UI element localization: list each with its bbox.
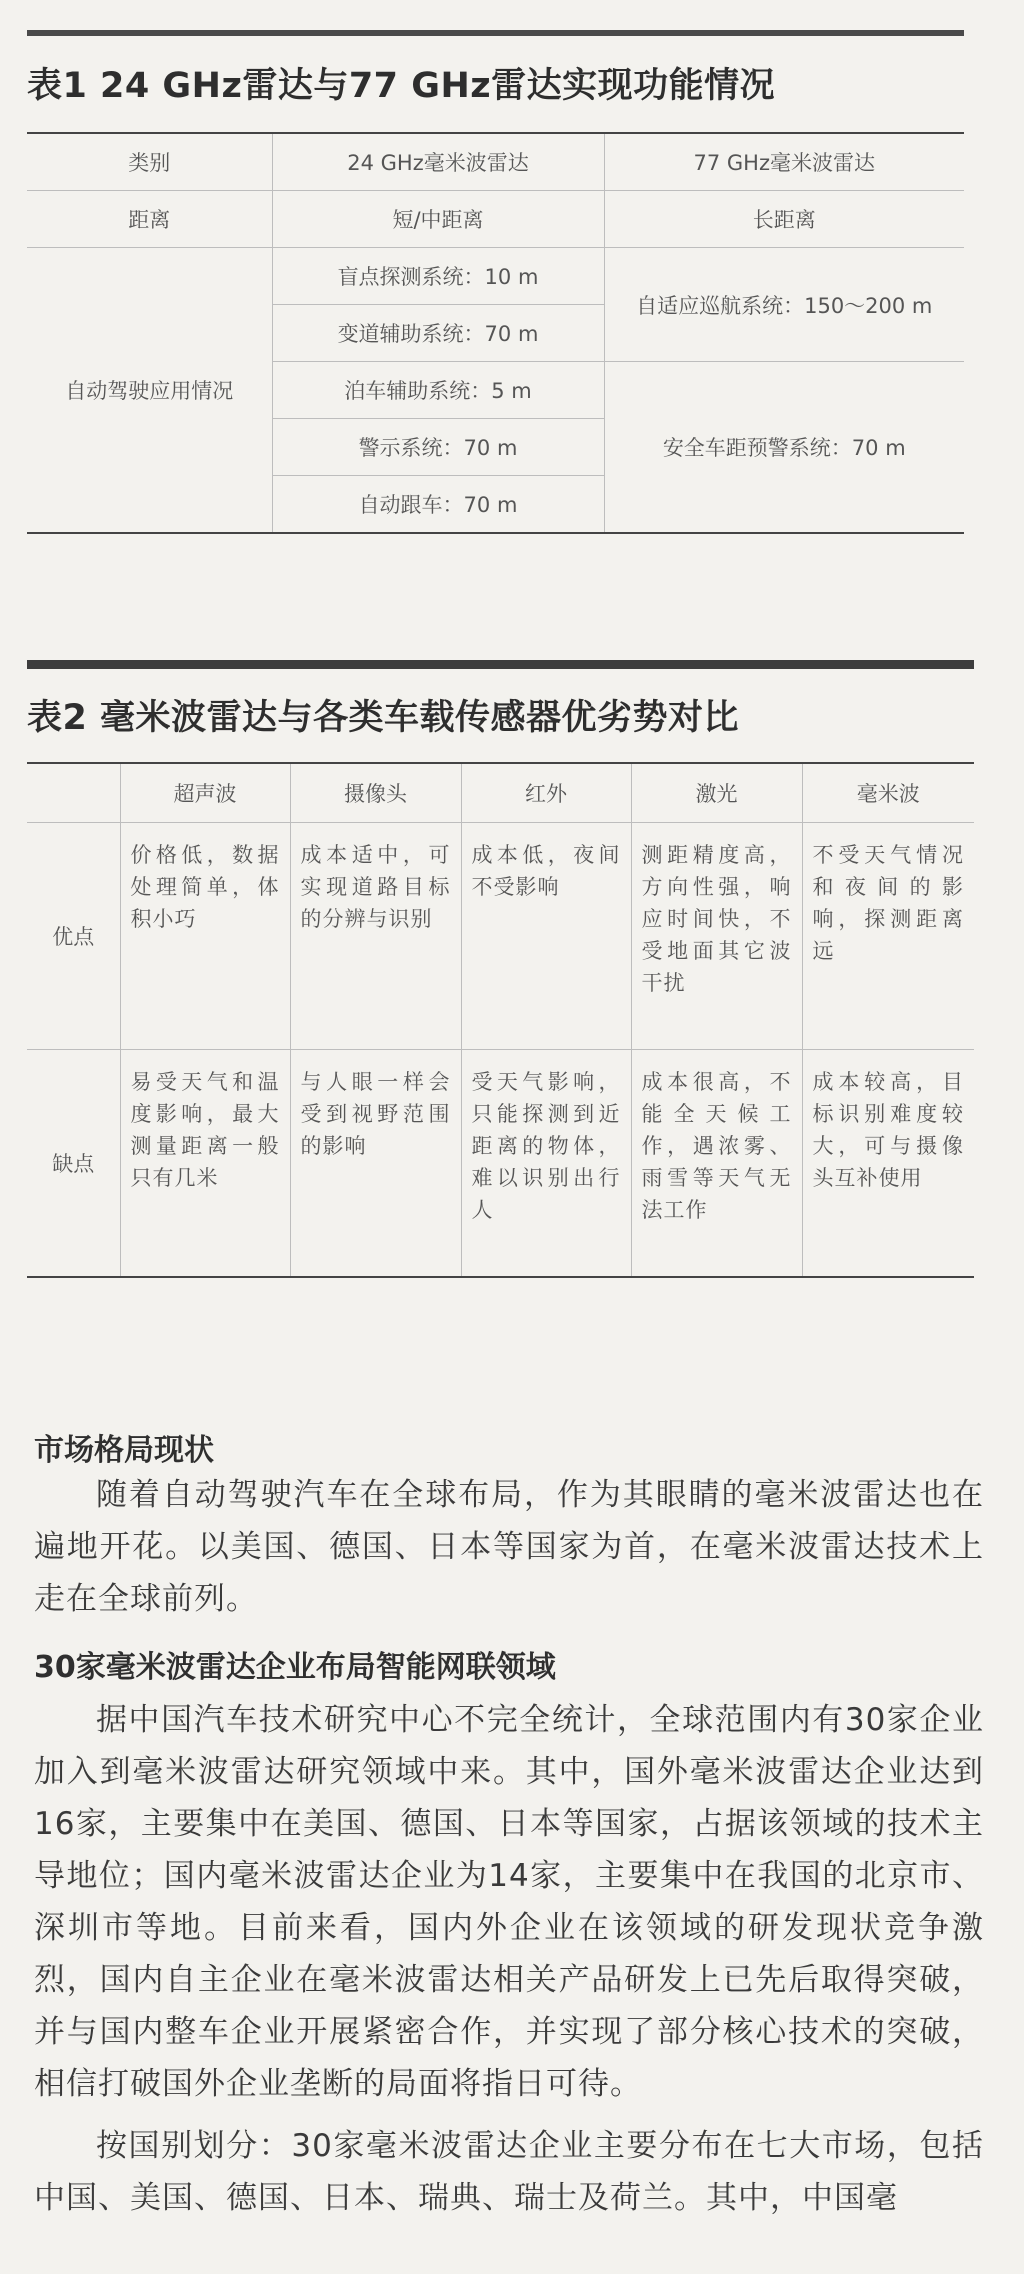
table1-24ghz-cell: 警示系统：70 m	[272, 419, 604, 476]
table1-application-label: 自动驾驶应用情况	[27, 248, 272, 534]
section-heading-enterprises: 30家毫米波雷达企业布局智能网联领域	[34, 1650, 556, 1685]
paragraph: 按国别划分：30家毫米波雷达企业主要分布在七大市场，包括中国、美国、德国、日本、瑞典、瑞士及荷兰。其中，中国毫	[34, 2128, 984, 2216]
table2-header-camera: 摄像头	[290, 763, 461, 823]
table2-cons-label: 缺点	[27, 1050, 120, 1278]
paragraph: 据中国汽车技术研究中心不完全统计，全球范围内有30家企业加入到毫米波雷达研究领域中来。其中，国外毫米波雷达企业达到16家，主要集中在美国、德国、日本等国家，占据该领域的技术主导地位；国内毫米波雷达企业为14家，主要集中在我国的北京市、深圳市等地。目前来看，国内外企业在该领域的研发现状竞争激烈，国内自主企业在毫米波雷达相关产品研发上已先后取得突破，并与国内整车企业开展紧密合作，并实现了部分核心技术的突破，相信打破国外企业垄断的局面将指日可待。	[34, 1702, 984, 2102]
table1-24ghz-cell: 变道辅助系统：70 m	[272, 305, 604, 362]
table2-header-mmwave: 毫米波	[802, 763, 974, 823]
table2-cons-cell: 易受天气和温度影响，最大测量距离一般只有几米	[120, 1050, 290, 1278]
table1-24ghz-cell: 自动跟车：70 m	[272, 476, 604, 534]
table2-pros-cell: 成本低，夜间不受影响	[461, 823, 631, 1050]
table2-header-infrared: 红外	[461, 763, 631, 823]
table1-title: 表1 24 GHz雷达与77 GHz雷达实现功能情况	[27, 66, 776, 106]
table2-header-corner	[27, 763, 120, 823]
table2-pros-cell: 测距精度高，方向性强，响应时间快，不受地面其它波干扰	[631, 823, 802, 1050]
table1-top-rule	[27, 30, 964, 36]
table1-77ghz-cell: 自适应巡航系统：150～200 m	[604, 248, 964, 362]
table2-header-ultrasonic: 超声波	[120, 763, 290, 823]
table2-pros-cell: 价格低，数据处理简单，体积小巧	[120, 823, 290, 1050]
paragraph: 随着自动驾驶汽车在全球布局，作为其眼睛的毫米波雷达也在遍地开花。以美国、德国、日本等国家为首，在毫米波雷达技术上走在全球前列。	[34, 1477, 984, 1617]
sensor-comparison-table	[27, 762, 974, 1278]
table2-pros-label: 优点	[27, 823, 120, 1050]
table2-pros-cell: 成本适中，可实现道路目标的分辨与识别	[290, 823, 461, 1050]
table1-77ghz-cell: 安全车距预警系统：70 m	[604, 362, 964, 534]
table1-distance-24ghz: 短/中距离	[272, 191, 604, 248]
table2-cons-cell: 与人眼一样会受到视野范围的影响	[290, 1050, 461, 1278]
table1-header-category: 类别	[27, 133, 272, 191]
table1-header-24ghz: 24 GHz毫米波雷达	[272, 133, 604, 191]
table2-top-rule	[27, 660, 974, 669]
table1-distance-77ghz: 长距离	[604, 191, 964, 248]
table1-header-77ghz: 77 GHz毫米波雷达	[604, 133, 964, 191]
table2-pros-cell: 不受天气情况和夜间的影响，探测距离远	[802, 823, 974, 1050]
table2-title: 表2 毫米波雷达与各类车载传感器优劣势对比	[27, 698, 740, 738]
table1-distance-label: 距离	[27, 191, 272, 248]
table2-cons-cell: 受天气影响，只能探测到近距离的物体，难以识别出行人	[461, 1050, 631, 1278]
section-heading-market: 市场格局现状	[34, 1433, 214, 1468]
table2-cons-cell: 成本较高，目标识别难度较大，可与摄像头互补使用	[802, 1050, 974, 1278]
radar-function-table	[27, 132, 964, 534]
table1-24ghz-cell: 泊车辅助系统：5 m	[272, 362, 604, 419]
table2-header-laser: 激光	[631, 763, 802, 823]
table1-24ghz-cell: 盲点探测系统：10 m	[272, 248, 604, 305]
table2-cons-cell: 成本很高，不能全天候工作，遇浓雾、雨雪等天气无法工作	[631, 1050, 802, 1278]
